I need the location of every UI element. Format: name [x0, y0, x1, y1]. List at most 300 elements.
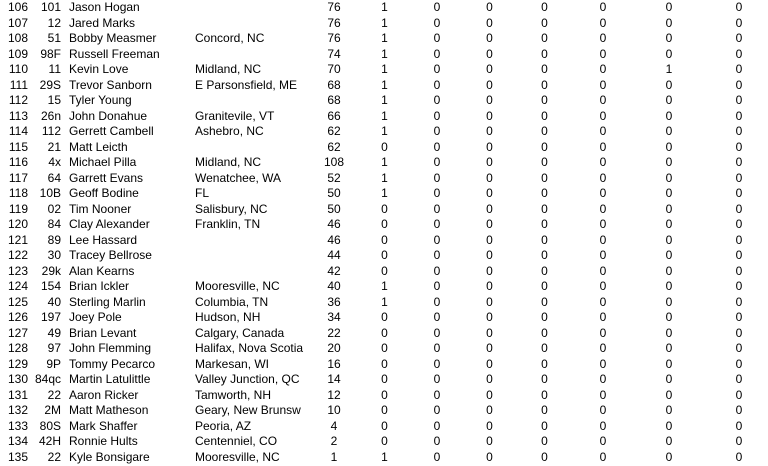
stat-cell-3: 0 — [486, 46, 493, 61]
stat-cell-4: 0 — [541, 387, 548, 402]
car-number-cell: 22 — [47, 387, 61, 402]
points-cell: 4 — [330, 418, 338, 433]
table-row — [0, 233, 768, 249]
stat-cell-1: 0 — [381, 310, 388, 325]
points-cell: 14 — [327, 372, 341, 387]
stat-cell-7: 0 — [735, 124, 743, 139]
stat-cell-1: 0 — [381, 248, 388, 263]
hometown-cell: Peoria, AZ — [195, 418, 252, 433]
stat-cell-1: 0 — [381, 434, 388, 449]
stat-cell-3: 0 — [486, 139, 493, 154]
stat-cell-4: 0 — [541, 263, 548, 278]
points-cell: 68 — [327, 93, 341, 108]
stat-cell-1: 1 — [381, 186, 388, 201]
driver-name-cell: Russell Freeman — [69, 46, 160, 61]
hometown-cell: Ashebro, NC — [195, 124, 264, 139]
stat-cell-1: 0 — [381, 372, 388, 387]
stat-cell-4: 0 — [541, 186, 548, 201]
stat-cell-4: 0 — [541, 124, 548, 139]
position-cell: 110 — [8, 62, 28, 77]
stat-cell-2: 0 — [433, 449, 441, 464]
stat-cell-7: 0 — [735, 434, 743, 449]
stat-cell-2: 0 — [433, 325, 441, 340]
hometown-cell: Salisbury, NC — [195, 201, 268, 216]
position-cell: 130 — [7, 372, 28, 387]
points-cell: 44 — [327, 248, 341, 263]
stat-cell-4: 0 — [541, 341, 548, 356]
stat-cell-2: 0 — [433, 31, 441, 46]
hometown-cell: Centenniel, CO — [195, 434, 278, 449]
driver-name-cell: Matt Matheson — [69, 403, 149, 418]
stat-cell-1: 1 — [381, 170, 388, 185]
stat-cell-2: 0 — [433, 403, 441, 418]
stat-cell-7: 0 — [735, 294, 743, 309]
stat-cell-6: 0 — [665, 263, 673, 278]
hometown-cell: Mooresville, NC — [195, 279, 280, 294]
hometown-cell: Franklin, TN — [195, 217, 261, 232]
stat-cell-6: 0 — [665, 248, 673, 263]
stat-cell-7: 0 — [735, 77, 743, 92]
stat-cell-2: 0 — [433, 356, 441, 371]
points-cell: 108 — [323, 155, 345, 170]
stat-cell-3: 0 — [486, 77, 493, 92]
stat-cell-3: 0 — [486, 155, 493, 170]
table-row — [0, 264, 768, 280]
stat-cell-3: 0 — [486, 15, 493, 30]
stat-cell-5: 0 — [599, 93, 607, 108]
stat-cell-1: 0 — [381, 325, 388, 340]
stat-cell-1: 0 — [381, 217, 388, 232]
stat-cell-4: 0 — [541, 170, 548, 185]
stat-cell-7: 0 — [735, 403, 743, 418]
car-number-cell: 26n — [40, 108, 61, 123]
stat-cell-2: 0 — [433, 418, 441, 433]
table-row — [0, 93, 768, 109]
stat-cell-4: 0 — [541, 15, 548, 30]
car-number-cell: 64 — [47, 170, 61, 185]
stat-cell-3: 0 — [486, 108, 493, 123]
hometown-cell: Halifax, Nova Scotia — [195, 341, 304, 356]
points-cell: 76 — [327, 15, 341, 30]
stat-cell-2: 0 — [433, 201, 441, 216]
stat-cell-3: 0 — [486, 0, 493, 15]
stat-cell-1: 0 — [381, 356, 388, 371]
driver-name-cell: Tyler Young — [69, 93, 132, 108]
stat-cell-7: 0 — [735, 387, 743, 402]
stat-cell-1: 0 — [381, 387, 388, 402]
driver-name-cell: Bobby Measmer — [69, 31, 157, 46]
hometown-cell: Mooresville, NC — [195, 449, 280, 464]
stat-cell-6: 0 — [665, 108, 673, 123]
stat-cell-5: 0 — [599, 62, 607, 77]
stat-cell-2: 0 — [433, 0, 441, 15]
stat-cell-3: 0 — [486, 232, 493, 247]
car-number-cell: 51 — [47, 31, 61, 46]
stat-cell-2: 0 — [433, 108, 441, 123]
stat-cell-4: 0 — [541, 201, 548, 216]
stat-cell-4: 0 — [541, 155, 548, 170]
car-number-cell: 84 — [47, 217, 61, 232]
driver-name-cell: Jason Hogan — [69, 0, 140, 15]
stat-cell-1: 0 — [381, 263, 388, 278]
stat-cell-2: 0 — [433, 93, 441, 108]
table-row — [0, 295, 768, 311]
hometown-cell — [191, 140, 311, 156]
position-cell: 134 — [7, 434, 28, 449]
position-cell: 107 — [7, 15, 28, 30]
hometown-cell: Geary, New Brunsw — [195, 403, 301, 418]
position-cell: 133 — [7, 418, 28, 433]
stat-cell-5: 0 — [599, 77, 607, 92]
stat-cell-4: 0 — [541, 449, 548, 464]
table-row — [0, 109, 768, 125]
car-number-cell: 97 — [47, 341, 61, 356]
stat-cell-5: 0 — [599, 279, 607, 294]
stat-cell-7: 0 — [735, 108, 743, 123]
position-cell: 113 — [8, 108, 28, 123]
position-cell: 122 — [7, 248, 28, 263]
stat-cell-7: 0 — [735, 201, 743, 216]
driver-name-cell: Garrett Evans — [69, 170, 144, 185]
driver-name-cell: Gerrett Cambell — [69, 124, 154, 139]
position-cell: 128 — [7, 341, 28, 356]
position-cell: 127 — [7, 325, 28, 340]
position-cell: 119 — [8, 201, 28, 216]
position-cell: 112 — [8, 93, 28, 108]
driver-name-cell: Kyle Bonsigare — [69, 449, 150, 464]
stat-cell-5: 0 — [599, 248, 607, 263]
stat-cell-7: 0 — [735, 46, 743, 61]
position-cell: 126 — [7, 310, 28, 325]
stat-cell-6: 0 — [665, 155, 673, 170]
points-cell: 46 — [327, 232, 341, 247]
car-number-cell: 2M — [44, 403, 61, 418]
stat-cell-2: 0 — [433, 139, 441, 154]
position-cell: 123 — [7, 263, 28, 278]
hometown-cell: Midland, NC — [195, 155, 262, 170]
stat-cell-5: 0 — [599, 217, 607, 232]
stat-cell-7: 0 — [735, 15, 743, 30]
stat-cell-6: 0 — [665, 294, 673, 309]
stat-cell-5: 0 — [599, 403, 607, 418]
stat-cell-1: 0 — [381, 232, 388, 247]
stat-cell-5: 0 — [599, 139, 607, 154]
hometown-cell — [191, 233, 311, 249]
stat-cell-4: 0 — [541, 372, 548, 387]
points-cell: 40 — [327, 279, 341, 294]
stat-cell-5: 0 — [599, 294, 607, 309]
stat-cell-6: 0 — [665, 93, 673, 108]
stat-cell-6: 0 — [665, 325, 673, 340]
stat-cell-4: 0 — [541, 93, 548, 108]
car-number-cell: 84qc — [34, 372, 61, 387]
stat-cell-1: 1 — [381, 155, 388, 170]
position-cell: 124 — [7, 279, 28, 294]
stat-cell-5: 0 — [599, 310, 607, 325]
stat-cell-3: 0 — [486, 356, 493, 371]
stat-cell-6: 0 — [665, 0, 673, 15]
table-row — [0, 0, 768, 16]
driver-name-cell: Mark Shaffer — [69, 418, 138, 433]
driver-name-cell: Clay Alexander — [69, 217, 150, 232]
position-cell: 116 — [8, 155, 28, 170]
stat-cell-7: 0 — [735, 186, 743, 201]
driver-name-cell: Matt Leicth — [69, 139, 128, 154]
stat-cell-5: 0 — [599, 387, 607, 402]
hometown-cell: Concord, NC — [195, 31, 265, 46]
driver-name-cell: Jared Marks — [69, 15, 136, 30]
stat-cell-4: 0 — [541, 232, 548, 247]
stat-cell-5: 0 — [599, 372, 607, 387]
stat-cell-7: 0 — [735, 372, 743, 387]
stat-cell-7: 0 — [735, 93, 743, 108]
stat-cell-5: 0 — [599, 124, 607, 139]
position-cell: 121 — [7, 232, 28, 247]
position-cell: 114 — [8, 124, 28, 139]
position-cell: 117 — [8, 170, 28, 185]
table-row — [0, 78, 768, 94]
hometown-cell — [191, 264, 311, 280]
stat-cell-2: 0 — [433, 263, 441, 278]
points-cell: 1 — [330, 449, 338, 464]
driver-name-cell: Ronnie Hults — [69, 434, 138, 449]
hometown-cell: Columbia, TN — [195, 294, 269, 309]
table-row — [0, 248, 768, 264]
stat-cell-6: 0 — [665, 449, 673, 464]
stat-cell-3: 0 — [486, 387, 493, 402]
table-row — [0, 419, 768, 435]
table-row — [0, 171, 768, 187]
car-number-cell: 02 — [47, 201, 61, 216]
car-number-cell: 4x — [48, 155, 61, 170]
stat-cell-4: 0 — [541, 108, 548, 123]
stat-cell-7: 0 — [735, 279, 743, 294]
position-cell: 120 — [7, 217, 28, 232]
position-cell: 108 — [7, 31, 28, 46]
table-row — [0, 140, 768, 156]
points-cell: 10 — [327, 403, 341, 418]
hometown-cell — [191, 0, 311, 16]
stat-cell-5: 0 — [599, 232, 607, 247]
driver-name-cell: Martin Latulittle — [69, 372, 151, 387]
stat-cell-6: 0 — [665, 217, 673, 232]
points-cell: 46 — [327, 217, 341, 232]
table-row — [0, 155, 768, 171]
car-number-cell: 80S — [39, 418, 61, 433]
driver-name-cell: Tommy Pecarco — [69, 356, 156, 371]
stat-cell-6: 0 — [665, 310, 673, 325]
stat-cell-4: 0 — [541, 139, 548, 154]
driver-name-cell: Brian Levant — [69, 325, 137, 340]
table-row — [0, 403, 768, 419]
stat-cell-4: 0 — [541, 31, 548, 46]
stat-cell-1: 1 — [381, 93, 388, 108]
stat-cell-2: 0 — [433, 310, 441, 325]
stat-cell-7: 0 — [735, 62, 743, 77]
stat-cell-4: 0 — [541, 62, 548, 77]
stat-cell-6: 0 — [665, 418, 673, 433]
stat-cell-5: 0 — [599, 186, 607, 201]
stat-cell-3: 0 — [486, 449, 493, 464]
stat-cell-4: 0 — [541, 325, 548, 340]
driver-name-cell: Geoff Bodine — [69, 186, 139, 201]
car-number-cell: 15 — [47, 93, 61, 108]
stat-cell-4: 0 — [541, 434, 548, 449]
driver-name-cell: Aaron Ricker — [69, 387, 139, 402]
stat-cell-3: 0 — [486, 294, 493, 309]
stat-cell-4: 0 — [541, 279, 548, 294]
points-cell: 20 — [327, 341, 341, 356]
points-cell: 36 — [327, 294, 341, 309]
stat-cell-6: 0 — [665, 170, 673, 185]
car-number-cell: 197 — [40, 310, 61, 325]
stat-cell-7: 0 — [735, 155, 743, 170]
stat-cell-3: 0 — [486, 248, 493, 263]
points-cell: 12 — [327, 387, 341, 402]
stat-cell-5: 0 — [599, 15, 607, 30]
points-cell: 50 — [327, 186, 341, 201]
table-row — [0, 16, 768, 32]
stat-cell-2: 0 — [433, 77, 441, 92]
stat-cell-3: 0 — [486, 93, 493, 108]
stat-cell-7: 0 — [735, 217, 743, 232]
car-number-cell: 112 — [41, 124, 61, 139]
position-cell: 131 — [7, 387, 28, 402]
car-number-cell: 42H — [38, 434, 61, 449]
table-row — [0, 62, 768, 78]
car-number-cell: 12 — [47, 15, 61, 30]
position-cell: 115 — [8, 139, 28, 154]
stat-cell-5: 0 — [599, 449, 607, 464]
stat-cell-5: 0 — [599, 155, 607, 170]
driver-name-cell: Trevor Sanborn — [69, 77, 152, 92]
stat-cell-2: 0 — [433, 124, 441, 139]
points-cell: 62 — [327, 139, 341, 154]
stat-cell-2: 0 — [433, 294, 441, 309]
stat-cell-5: 0 — [599, 325, 607, 340]
stat-cell-3: 0 — [486, 201, 493, 216]
stat-cell-5: 0 — [599, 434, 607, 449]
car-number-cell: 30 — [47, 248, 61, 263]
stat-cell-7: 0 — [735, 356, 743, 371]
points-cell: 66 — [327, 108, 341, 123]
car-number-cell: 40 — [47, 294, 61, 309]
stat-cell-7: 0 — [735, 170, 743, 185]
stat-cell-6: 0 — [665, 279, 673, 294]
stat-cell-6: 0 — [665, 341, 673, 356]
stat-cell-7: 0 — [735, 449, 743, 464]
points-cell: 62 — [327, 124, 341, 139]
stat-cell-4: 0 — [541, 403, 548, 418]
position-cell: 111 — [9, 77, 28, 92]
stat-cell-3: 0 — [486, 186, 493, 201]
points-cell: 2 — [330, 434, 338, 449]
table-row — [0, 372, 768, 388]
car-number-cell: 22 — [47, 449, 61, 464]
stat-cell-2: 0 — [433, 186, 441, 201]
hometown-cell: FL — [195, 186, 210, 201]
position-cell: 118 — [8, 186, 28, 201]
stat-cell-7: 0 — [735, 418, 743, 433]
points-cell: 74 — [327, 46, 341, 61]
stat-cell-6: 0 — [665, 31, 673, 46]
stat-cell-6: 0 — [665, 201, 673, 216]
stat-cell-1: 1 — [381, 279, 388, 294]
stat-cell-7: 0 — [735, 31, 743, 46]
driver-name-cell: John Flemming — [69, 341, 152, 356]
stat-cell-5: 0 — [599, 201, 607, 216]
stat-cell-5: 0 — [599, 356, 607, 371]
points-cell: 76 — [327, 31, 341, 46]
stat-cell-3: 0 — [486, 341, 493, 356]
stat-cell-4: 0 — [541, 248, 548, 263]
stat-cell-7: 0 — [735, 341, 743, 356]
driver-name-cell: John Donahue — [69, 108, 148, 123]
stat-cell-2: 0 — [433, 170, 441, 185]
stat-cell-7: 0 — [735, 248, 743, 263]
stat-cell-3: 0 — [486, 310, 493, 325]
stat-cell-6: 0 — [665, 387, 673, 402]
stat-cell-6: 0 — [665, 15, 673, 30]
stat-cell-3: 0 — [486, 434, 493, 449]
stat-cell-6: 0 — [665, 403, 673, 418]
stat-cell-2: 0 — [433, 46, 441, 61]
car-number-cell: 101 — [40, 0, 61, 15]
stat-cell-5: 0 — [599, 108, 607, 123]
points-cell: 52 — [327, 170, 341, 185]
stat-cell-5: 0 — [599, 31, 607, 46]
stat-cell-6: 0 — [665, 139, 673, 154]
stat-cell-6: 0 — [665, 77, 673, 92]
stat-cell-4: 0 — [541, 356, 548, 371]
stat-cell-1: 1 — [381, 46, 388, 61]
driver-name-cell: Brian Ickler — [69, 279, 130, 294]
position-cell: 125 — [7, 294, 28, 309]
stat-cell-2: 0 — [433, 387, 441, 402]
table-row — [0, 47, 768, 63]
table-row — [0, 186, 768, 202]
stat-cell-1: 0 — [381, 341, 388, 356]
stat-cell-4: 0 — [541, 310, 548, 325]
driver-name-cell: Joey Pole — [69, 310, 122, 325]
hometown-cell — [191, 47, 311, 63]
hometown-cell: Wenatchee, WA — [195, 170, 282, 185]
stat-cell-6: 0 — [665, 232, 673, 247]
stat-cell-7: 0 — [735, 139, 743, 154]
stat-cell-7: 0 — [735, 0, 743, 15]
car-number-cell: 98F — [40, 46, 61, 61]
stat-cell-4: 0 — [541, 294, 548, 309]
stat-cell-1: 1 — [381, 62, 388, 77]
points-cell: 42 — [327, 263, 341, 278]
driver-name-cell: Sterling Marlin — [69, 294, 146, 309]
stat-cell-7: 0 — [735, 232, 743, 247]
hometown-cell: Hudson, NH — [195, 310, 261, 325]
table-row — [0, 388, 768, 404]
stat-cell-1: 1 — [381, 108, 388, 123]
stat-cell-5: 0 — [599, 341, 607, 356]
stat-cell-1: 1 — [381, 31, 388, 46]
table-row — [0, 124, 768, 140]
stat-cell-3: 0 — [486, 62, 493, 77]
driver-name-cell: Tracey Bellrose — [69, 248, 152, 263]
hometown-cell: Calgary, Canada — [195, 325, 285, 340]
stat-cell-5: 0 — [599, 263, 607, 278]
table-row — [0, 217, 768, 233]
stat-cell-5: 0 — [599, 418, 607, 433]
car-number-cell: 29S — [39, 77, 61, 92]
stat-cell-3: 0 — [486, 418, 493, 433]
